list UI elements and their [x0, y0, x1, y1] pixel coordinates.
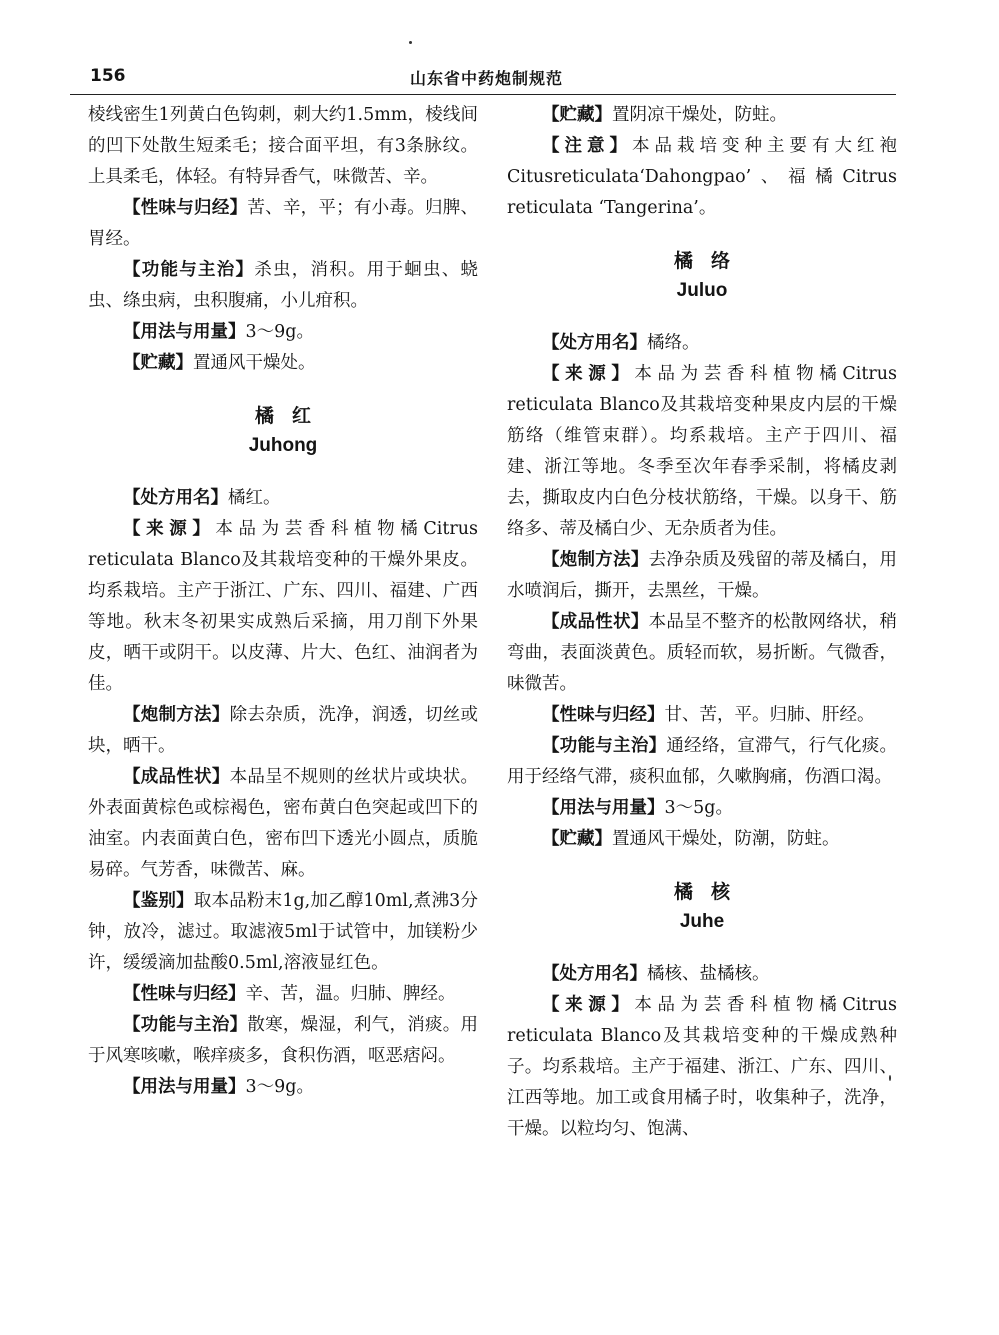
paragraph — [507, 607, 897, 700]
field-text: 甘、苦，平。归肺、肝经。 — [664, 705, 875, 725]
field-text: 苦、辛，平；有小毒。归脾、胃经。 — [88, 198, 479, 249]
field-label: 【用法与用量】 — [542, 798, 665, 818]
section-pinyin-juhong: Juhong — [248, 435, 318, 456]
field-label: 【来源】 — [123, 519, 216, 539]
paragraph — [88, 255, 478, 317]
field-text: 置通风干燥处，防潮，防蛀。 — [612, 829, 840, 849]
paragraph — [88, 317, 478, 348]
field-text: 置通风干燥处。 — [193, 353, 316, 373]
field-label: 【处方用名】 — [123, 488, 228, 508]
field-text: 本品呈不规则的丝状片或块状。外表面黄棕色或棕褐色，密布黄白色突起或凹下的油室。内表面黄白色，密布凹下透光小圆点，质脆易碎。气芳香，味微苦、麻。 — [88, 767, 479, 880]
field-label: 【功能与主治】 — [123, 260, 255, 280]
page-number: 156 — [90, 66, 126, 86]
field-text: 去净杂质及残留的蒂及橘白，用水喷润后，撕开，去黑丝，干燥。 — [507, 550, 898, 601]
scan-speck — [409, 41, 412, 44]
field-text: 置阴凉干燥处，防蛀。 — [612, 105, 787, 125]
paragraph — [507, 959, 897, 990]
field-label: 【成品性状】 — [123, 767, 230, 787]
field-label: 【处方用名】 — [542, 964, 647, 984]
field-text: 取本品粉末1g,加乙醇10ml,煮沸3分钟，放冷，滤过。取滤液5ml于试管中，加镁粉少许，缓缓滴加盐酸0.5ml,溶液显红色。 — [88, 891, 478, 973]
field-text: 杀虫，消积。用于蛔虫、蛲虫、绦虫病，虫积腹痛，小儿疳积。 — [88, 260, 478, 311]
section-pinyin-juhe: Juhe — [679, 911, 725, 932]
field-label: 【贮藏】 — [123, 353, 193, 373]
paragraph — [88, 979, 478, 1010]
left-column — [88, 100, 478, 1103]
section-pinyin-juluo: Juluo — [676, 280, 728, 301]
field-label: 【来源】 — [542, 995, 635, 1015]
field-label: 【炮制方法】 — [542, 550, 649, 570]
field-label: 【性味与归经】 — [123, 984, 246, 1004]
paragraph — [507, 131, 897, 224]
paragraph — [507, 793, 897, 824]
field-label: 【来源】 — [542, 364, 635, 384]
field-text: 本品为芸香科植物橘Citrus reticulata Blanco及其栽培变种果皮内层的干燥筋络（维管束群）。均系栽培。主产于四川、福建、浙江等地。冬季至次年春季采制，将橘皮剥去，撕取皮内白色分枝状筋络，干燥。以身干、筋络多、蒂及橘白少、无杂质者为佳。 — [507, 364, 897, 539]
paragraph — [507, 824, 897, 855]
right-column — [507, 100, 897, 1145]
field-text: 橘红。 — [228, 488, 281, 508]
field-label: 【处方用名】 — [542, 333, 647, 353]
paragraph — [88, 886, 478, 979]
paragraph — [507, 545, 897, 607]
field-label: 【性味与归经】 — [123, 198, 248, 218]
field-label: 【功能与主治】 — [123, 1015, 248, 1035]
field-label: 【贮藏】 — [542, 829, 612, 849]
field-text: 通经络，宣滞气，行气化痰。用于经络气滞，痰积血郁，久嗽胸痛，伤酒口渴。 — [507, 736, 898, 787]
section-title-juhe: 橘核 — [673, 881, 748, 903]
section-title-juhong: 橘红 — [254, 405, 329, 427]
paragraph — [88, 348, 478, 379]
paragraph — [88, 700, 478, 762]
field-text: 3～5g。 — [664, 798, 733, 818]
field-text: 本品呈不整齐的松散网络状，稍弯曲，表面淡黄色。质轻而软，易折断。气微香，味微苦。 — [507, 612, 898, 694]
field-text: 除去杂质，洗净，润透，切丝或块，晒干。 — [88, 705, 479, 756]
field-text: 橘核、盐橘核。 — [647, 964, 770, 984]
field-text: 3～9g。 — [245, 1077, 314, 1097]
field-label: 【用法与用量】 — [123, 322, 246, 342]
paragraph — [507, 700, 897, 731]
paragraph — [88, 1010, 478, 1072]
field-label: 【功能与主治】 — [542, 736, 667, 756]
paragraph — [88, 762, 478, 886]
paragraph — [88, 193, 478, 255]
paragraph: 棱线密生1列黄白色钩刺，刺大约1.5mm，棱线间的凹下处散生短柔毛；接合面平坦，有3条脉纹。上具柔毛，体轻。有特异香气，味微苦、辛。 — [88, 105, 478, 187]
field-label: 【炮制方法】 — [123, 705, 230, 725]
field-text: 本品栽培变种主要有大红袍Citusreticulata‘Dahongpao’、福橘Citrus reticulata ‘Tangerina’。 — [507, 136, 897, 218]
running-title: 山东省中药炮制规范 — [410, 69, 564, 88]
paragraph — [88, 514, 478, 700]
paragraph — [507, 990, 897, 1145]
field-label: 【贮藏】 — [542, 105, 612, 125]
field-text: 本品为芸香科植物橘Citrus reticulata Blanco及其栽培变种的干燥外果皮。均系栽培。主产于浙江、广东、四川、福建、广西等地。秋末冬初果实成熟后采摘，用刀削下外果皮，晒干或阴干。以皮薄、片大、色红、油润者为佳。 — [88, 519, 478, 694]
field-text: 3～9g。 — [245, 322, 314, 342]
field-text: 辛、苦，温。归肺、脾经。 — [245, 984, 456, 1004]
field-text: 橘络。 — [647, 333, 700, 353]
field-text: 散寒，燥湿，利气，消痰。用于风寒咳嗽，喉痒痰多，食积伤酒，呕恶痞闷。 — [88, 1015, 479, 1066]
field-label: 【性味与归经】 — [542, 705, 665, 725]
field-label: 【成品性状】 — [542, 612, 649, 632]
paragraph — [88, 483, 478, 514]
field-label: 【注意】 — [542, 136, 632, 156]
page-header — [70, 60, 896, 95]
field-text: 本品为芸香科植物橘Citrus reticulata Blanco及其栽培变种的干燥成熟种子。均系栽培。主产于福建、浙江、广东、四川、江西等地。加工或食用橘子时，收集种子，洗净，干燥。以粒均匀、饱满、 — [507, 995, 897, 1139]
paragraph — [507, 359, 897, 545]
paragraph — [507, 731, 897, 793]
paragraph — [507, 328, 897, 359]
paragraph — [507, 100, 897, 131]
field-label: 【鉴别】 — [123, 891, 194, 911]
field-label: 【用法与用量】 — [123, 1077, 246, 1097]
paragraph — [88, 1072, 478, 1103]
section-title-juluo: 橘络 — [673, 250, 748, 272]
